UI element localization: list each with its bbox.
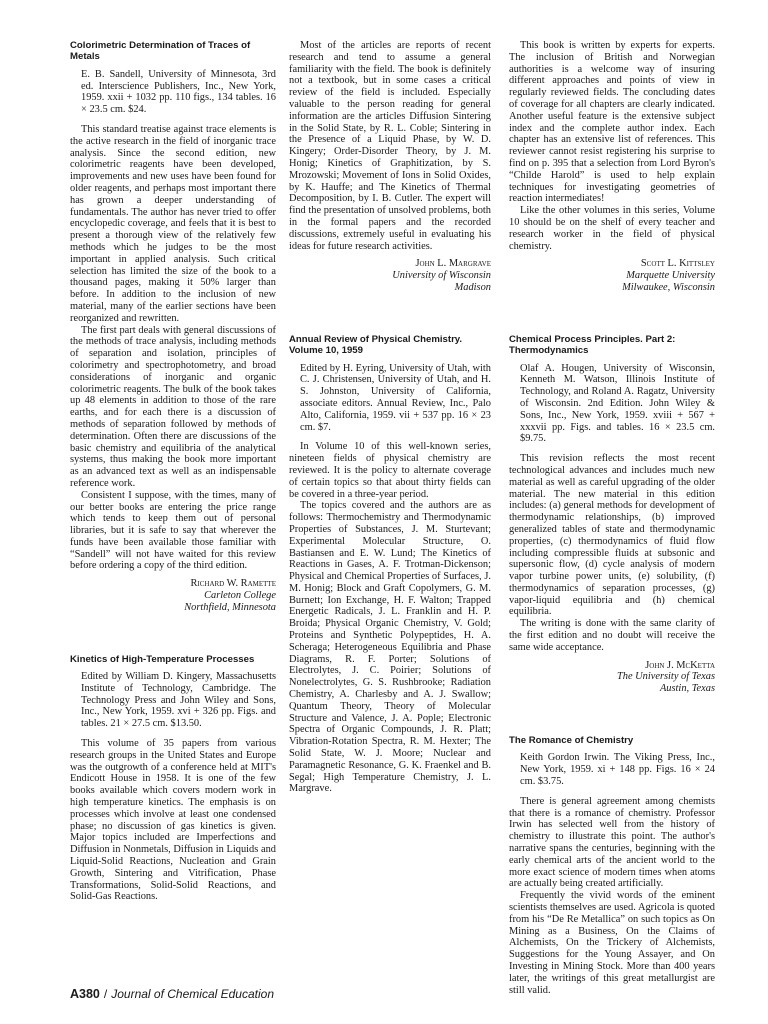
reviewer-location: Madison [454,281,491,293]
footer-separator: / [103,987,108,1001]
reviewer-name: Scott L. Kittsley [640,258,715,270]
review-citation: Edited by William D. Kingery, Massachusetts Institute of Technology, Cambridge. The Technology Press and John Wiley and Sons, Inc., New York, 1959. xvi + 326 pp. Figs. and tables. 21 × 27.5 cm. $13.50. [81,671,276,730]
reviewer-signature [509,258,715,293]
review-title: Chemical Process Principles. Part 2: Thermodynamics [509,333,676,357]
review-body [70,124,276,572]
review-paragraph: This book is written by experts for experts. The inclusion of British and Norwegian authorities is a welcome way of insuring different approaches and points of view in regularly reviewed fields. The concluding dates of coverage for all chapters are clearly indicated. Another useful feature is the extensive subject index and the complete author index. Each chapter has an extensive list of references. This reviewer cannot resist registering his surprise to find on p. 395 that a selection from Lord Byron's “Childe Harold” is used to help explain techniques for investigating geometries of reaction intermediates! [509,40,715,205]
review-paragraph: This volume of 35 papers from various research groups in the United States and Europe was the outgrowth of a conference held at MIT's Endicott House in 1958. It is one of the few books available which covers modern work in high temperature kinetics. The emphasis is on processes which involve at least one condensed phase; no discussion of gas kinetics is given. Major topics included are Imperfections and Diffusion in Nonmetals, Diffusion in Liquids and Liquid-Solid Reactions, Nucleation and Grain Growth, Sintering and Vitrification, Phase Transformations, Solid-Solid Reactions, and Solid-Gas Reactions. [70,738,276,903]
review-body [289,441,491,795]
review-citation: Keith Gordon Irwin. The Viking Press, Inc., New York, 1959. xi + 148 pp. Figs. 16 × 24 cm. $3.75. [520,752,715,788]
review-title: Kinetics of High-Temperature Processes [70,653,255,665]
review-citation: Edited by H. Eyring, University of Utah, with C. J. Christensen, University of Utah, and H. S. Johnston, University of California, associate editors. Annual Review, Inc., Palo Alto, California, 1959. vii + 537 pp. 16 × 23 cm. $7. [300,362,491,433]
page-footer [70,987,274,1001]
reviewer-location: Milwaukee, Wisconsin [622,281,715,293]
reviewer-name: John L. Margrave [415,258,491,270]
review-title: Colorimetric Determination of Traces of Metals [70,40,251,63]
review-body [509,40,715,252]
reviewer-name: Richard W. Ramette [190,578,276,590]
reviewer-affiliation: The University of Texas [616,671,715,683]
review-paragraph: There is general agreement among chemists that there is a romance of chemistry. Professor Irwin has selected well from the history of chemistry to illustrate this point. The author's narrative spans the centuries, beginning with the early chemical arts of the ancient world to the more exact science of modern times when atoms are actually being created artificially. [509,795,715,890]
reviewer-location: Northfield, Minnesota [184,601,276,613]
review-paragraph: This revision reflects the most recent technological advances and includes much new material as well as careful upgrading of the older material. The new material in this edition includes: (a) general methods for development of thermodynamic relationships, (b) improved generalized tables of state and thermodynamic properties, (c) thermodynamics of fluid flow including compressible fluids at subsonic and supersonic flow, (d) cycle analysis of modern vapor turbine power units, (e) solubility, (f) thermodynamics of separation processes, (g) vapor-liquid equilibria and (h) chemical equilibria. [509,453,715,618]
reviewer-signature [289,258,491,293]
review-body [70,738,276,903]
review-paragraph: The first part deals with general discussions of the methods of trace analysis, including methods of separation and isolation, principles of colorimetry and spectrophotometry, and broad considerations of inorganic and organic colorimetric reagents. The bulk of the book takes up 48 elements in addition to those of the rare earths, and for each there is a discussion of methods of separation followed by methods of determination. Often there are discussions of the basic chemistry and equilibria of the analytical systems, thus making the book more important as an advanced text as well as an indispensable reference work. [70,324,276,489]
reviewer-location: Austin, Texas [659,683,715,695]
reviewer-affiliation: Marquette University [626,270,715,282]
review-citation: Olaf A. Hougen, University of Wisconsin, Kenneth M. Watson, Illinois Institute of Technology, and Roland A. Ragatz, University of Wisconsin. 2nd Edition. John Wiley & Sons, Inc., New York, 1959. xviii + 567 + xxxvii pp. Figs. and tables. 16 × 23.5 cm. $9.75. [520,362,715,445]
reviewer-affiliation: Carleton College [204,590,276,602]
review-paragraph: This standard treatise against trace elements is the active research in the field of inorganic trace analysis. Since the second edition, new colorimetric reagents have been developed, improvements and new uses have been found for older reagents, and perhaps most important there has grown a deeper understanding of fundamentals. The author has never tried to offer encyclopedic coverage, and feels that it is best to present a thorough view of the relatively few methods which he judges to be the most important in applied analysis. Such critical selection has limited the size of the book to a thousand pages, making it 50% larger than before. In addition to the inclusion of new material, many of the earlier sections have been reorganized and rewritten. [70,124,276,324]
review-title: Annual Review of Physical Chemistry. Volume 10, 1959 [289,333,463,357]
column-1 [70,40,276,903]
review-paragraph: The topics covered and the authors are as follows: Thermochemistry and Thermodynamic Properties of Substances, J. M. Sturtevant; Experimental Molecular Structure, O. Bastiansen and E. W. Lund; The Kinetics of Reactions in Gases, A. F. Trotman-Dickenson; Physical and Chemical Properties of Surfaces, J. M. Honig; Block and Graft Copolymers, G. M. Burnett; Ion Exchange, H. F. Walton; Trapped Energetic Radicals, J. L. Franklin and H. P. Broida; Physical Organic Chemistry, V. Gold; Proteins and Synthetic Polypeptides, H. A. Scheraga; Heterogeneous Equilibria and Phase Diagrams, R. F. Porter; Solutions of Electrolytes, J. C. Poirier; Solutions of Nonelectrolytes, G. S. Rushbrooke; Radiation Chemistry, A. Charlesby and A. J. Swallow; Quantum Theory, Theory of Molecular Structure and Valence, J. A. Pople; Electronic Spectra of Organic Compounds, J. R. Platt; Vibration-Rotation Spectra, R. M. Hexter; The Solid State, W. J. Moore; Nuclear and Paramagnetic Resonance, G. K. Fraenkel and B. Segal; High Temperature Chemistry, J. L. Margrave. [289,500,491,795]
journal-name: Journal of Chemical Education [111,987,274,1001]
review-paragraph: Consistent I suppose, with the times, many of our better books are entering the price range which tends to keep them out of personal libraries, but it is safe to say that wherever the funds have been available those familiar with “Sandell” will not have waited for this review before ordering a copy of the third edition. [70,489,276,572]
reviewer-signature [509,660,715,695]
review-body [509,796,715,997]
page-number: A380 [70,987,100,1001]
review-paragraph: Like the other volumes in this series, Volume 10 should be on the shelf of every teacher and research worker in the field of physical chemistry. [509,205,715,252]
review-paragraph: In Volume 10 of this well-known series, nineteen fields of physical chemistry are reviewed. It is the policy to alternate coverage of certain topics so that about thirty fields can be covered in a three-year period. [289,441,491,500]
reviewer-name: John J. McKetta [645,659,715,671]
review-paragraph: The writing is done with the same clarity of the first edition and no doubt will receive the same wide acceptance. [509,618,715,653]
reviewer-signature [70,578,276,613]
review-citation: E. B. Sandell, University of Minnesota, 3rd ed. Interscience Publishers, Inc., New York, 1959. xxii + 1032 pp. 110 figs., 134 tables. 16 × 23.5 cm. $24. [81,68,276,116]
review-paragraph: Most of the articles are reports of recent research and tend to assume a general familiarity with the field. The book is definitely not a textbook, but in some cases a critical review of the field is included. Especially valuable to the person reading for general information are the articles Diffusion Sintering in the Solid State, by R. L. Coble; Sintering in the Presence of a Liquid Phase, by W. D. Kingery; Order-Disorder Theory, by J. M. Honig; Kinetics of Graphitization, by S. Mrozowski; Movement of Ions in Solid Oxides, by K. Hauffe; and The Kinetics of Thermal Decomposition, by I. B. Cutler. The expert will find the presentation of unsolved problems, both in the formal papers and the recorded discussions, extremely useful in evaluating his ideas for future research activities. [289,40,491,252]
column-3 [509,40,715,996]
review-paragraph: Frequently the vivid words of the eminent scientists themselves are used. Agricola is quoted from his “De Re Metallica” on such topics as On Mining as a Business, On the Claims of Alchemists, On the Trickery of Alchemists, Suggestions for the Young Assayer, and On Investing in Mining Stock. More than 400 years later, the writings of this great metallurgist are still valid. [509,890,715,996]
reviewer-affiliation: University of Wisconsin [392,270,491,282]
review-title: The Romance of Chemistry [509,735,634,747]
review-body [289,40,491,252]
review-body [509,453,715,654]
column-2 [289,40,491,795]
